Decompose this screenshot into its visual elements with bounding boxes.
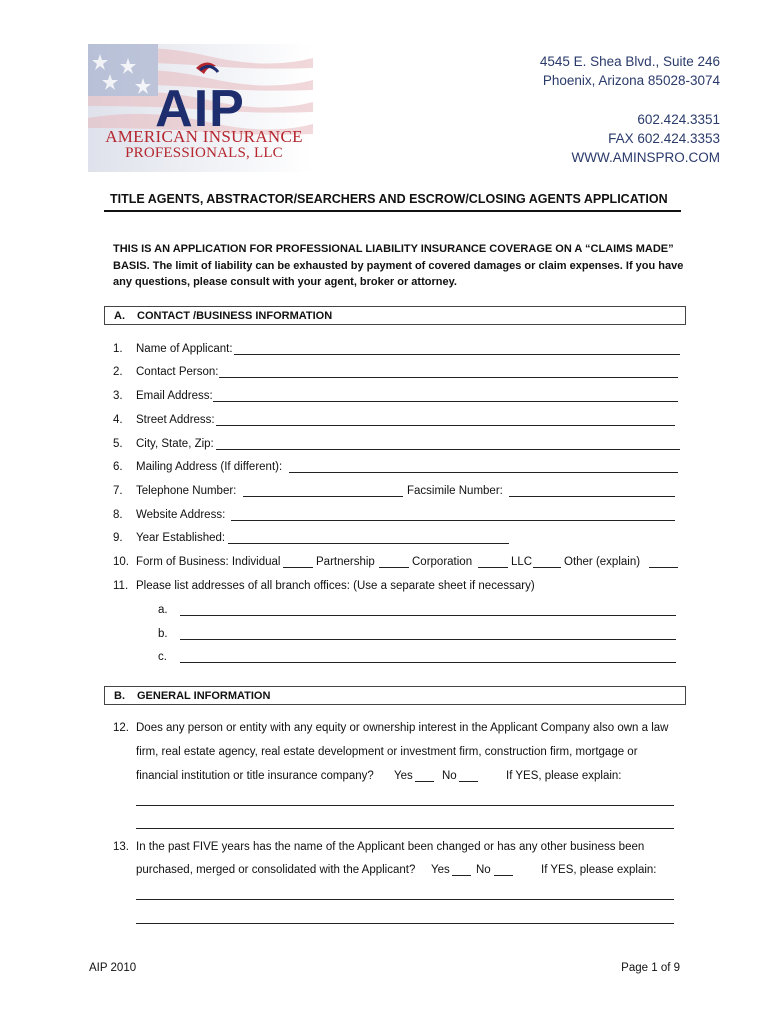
- q13-no-label: No: [476, 864, 491, 876]
- address-city: Phoenix, Arizona 85028-3074: [542, 73, 720, 88]
- intro-notice: THIS IS AN APPLICATION FOR PROFESSIONAL LIABILITY INSURANCE COVERAGE ON A “CLAIMS MADE” BASIS. The limit of liability can be exhausted by payment of covered damages or claim expenses. If you have any questions, please consult with your agent, broker or attorney.: [113, 243, 684, 288]
- q12-explain-line-1[interactable]: [136, 805, 674, 806]
- section-a-header: [104, 306, 686, 325]
- telephone-blank[interactable]: [243, 496, 403, 497]
- section-a-letter: A.: [114, 310, 125, 322]
- mailing-address-blank[interactable]: [289, 472, 678, 473]
- section-b-letter: B.: [114, 690, 125, 702]
- branch-a-blank[interactable]: [180, 615, 676, 616]
- section-b-header: [104, 686, 686, 705]
- q12-explain-label: If YES, please explain:: [506, 770, 622, 782]
- section-a-title: CONTACT /BUSINESS INFORMATION: [137, 310, 333, 322]
- title-underline: [104, 210, 681, 212]
- applicant-name-blank[interactable]: [234, 354, 680, 355]
- q12-no-label: No: [442, 770, 457, 782]
- contact-person-blank[interactable]: [219, 377, 678, 378]
- field-applicant-name[interactable]: 1. Name of Applicant:: [113, 341, 680, 357]
- q12-yes-blank[interactable]: [415, 781, 434, 782]
- q12-no-blank[interactable]: [459, 781, 478, 782]
- footer-form-id: AIP 2010: [89, 962, 137, 974]
- other-label: Other (explain): [564, 556, 641, 568]
- logo-line1: AMERICAN INSURANCE: [105, 127, 303, 146]
- q12-explain-line-2[interactable]: [136, 828, 674, 829]
- field-form-of-business[interactable]: 10. Form of Business: Individual Partnership Corporation LLC Other (explain): [113, 554, 678, 570]
- individual-blank[interactable]: [283, 567, 313, 568]
- q13-explain-line-2[interactable]: [136, 923, 674, 924]
- logo-line2: PROFESSIONALS, LLC: [125, 145, 283, 161]
- llc-label: LLC: [511, 556, 533, 568]
- q12-yes-label: Yes: [394, 770, 413, 782]
- q13-no-blank[interactable]: [494, 875, 513, 876]
- footer-page-number: Page 1 of 9: [621, 962, 680, 974]
- city-state-zip-blank[interactable]: [216, 449, 680, 450]
- corporation-label: Corporation: [412, 556, 473, 568]
- q13-yes-blank[interactable]: [452, 875, 471, 876]
- field-website[interactable]: 8. Website Address:: [113, 507, 675, 523]
- corporation-blank[interactable]: [478, 567, 508, 568]
- address-phone: 602.424.3351: [637, 112, 720, 127]
- q13-line1: In the past FIVE years has the name of the Applicant been changed or has any other business been: [136, 841, 645, 853]
- q12-line3: financial institution or title insurance company?: [136, 770, 374, 782]
- partnership-label: Partnership: [316, 556, 375, 568]
- q13-explain-line-1[interactable]: [136, 899, 674, 900]
- facsimile-label: Facsimile Number:: [407, 485, 503, 497]
- branch-office-c[interactable]: c.: [113, 649, 676, 665]
- q13-number: 13.: [113, 841, 129, 853]
- address-street: 4545 E. Shea Blvd., Suite 246: [539, 54, 720, 69]
- section-b-title: GENERAL INFORMATION: [137, 690, 271, 702]
- q12-number: 12.: [113, 722, 129, 734]
- q13-explain-label: If YES, please explain:: [541, 864, 657, 876]
- document-title: TITLE AGENTS, ABSTRACTOR/SEARCHERS AND ESCROW/CLOSING AGENTS APPLICATION: [110, 192, 668, 206]
- llc-blank[interactable]: [533, 567, 561, 568]
- website-blank[interactable]: [231, 520, 675, 521]
- branch-office-a[interactable]: a.: [113, 602, 676, 618]
- branch-office-b[interactable]: b.: [113, 626, 676, 642]
- q13-line2: purchased, merged or consolidated with the Applicant?: [136, 864, 416, 876]
- address-fax: FAX 602.424.3353: [608, 131, 720, 146]
- address-website[interactable]: WWW.AMINSPRO.COM: [571, 150, 720, 165]
- facsimile-blank[interactable]: [509, 496, 675, 497]
- year-established-blank[interactable]: [228, 543, 509, 544]
- street-address-blank[interactable]: [216, 425, 675, 426]
- branch-b-blank[interactable]: [180, 639, 676, 640]
- partnership-blank[interactable]: [379, 567, 409, 568]
- branch-c-blank[interactable]: [180, 662, 676, 663]
- q12-line2: firm, real estate agency, real estate development or investment firm, construction firm, mortgage or: [136, 746, 638, 758]
- other-blank[interactable]: [649, 567, 678, 568]
- field-year-established[interactable]: 9. Year Established:: [113, 530, 509, 546]
- email-address-blank[interactable]: [213, 401, 678, 402]
- logo-acronym: AIP: [155, 80, 245, 138]
- field-email-address[interactable]: 3. Email Address:: [113, 388, 678, 404]
- field-contact-person[interactable]: 2. Contact Person:: [113, 364, 678, 380]
- field-street-address[interactable]: 4. Street Address:: [113, 412, 675, 428]
- field-city-state-zip[interactable]: 5. City, State, Zip:: [113, 436, 680, 452]
- q12-line1: Does any person or entity with any equity or ownership interest in the Applicant Company also own a law: [136, 722, 669, 734]
- q13-yes-label: Yes: [431, 864, 450, 876]
- field-mailing-address[interactable]: 6. Mailing Address (If different):: [113, 459, 678, 475]
- field-telephone-facsimile[interactable]: 7. Telephone Number: Facsimile Number:: [113, 483, 675, 499]
